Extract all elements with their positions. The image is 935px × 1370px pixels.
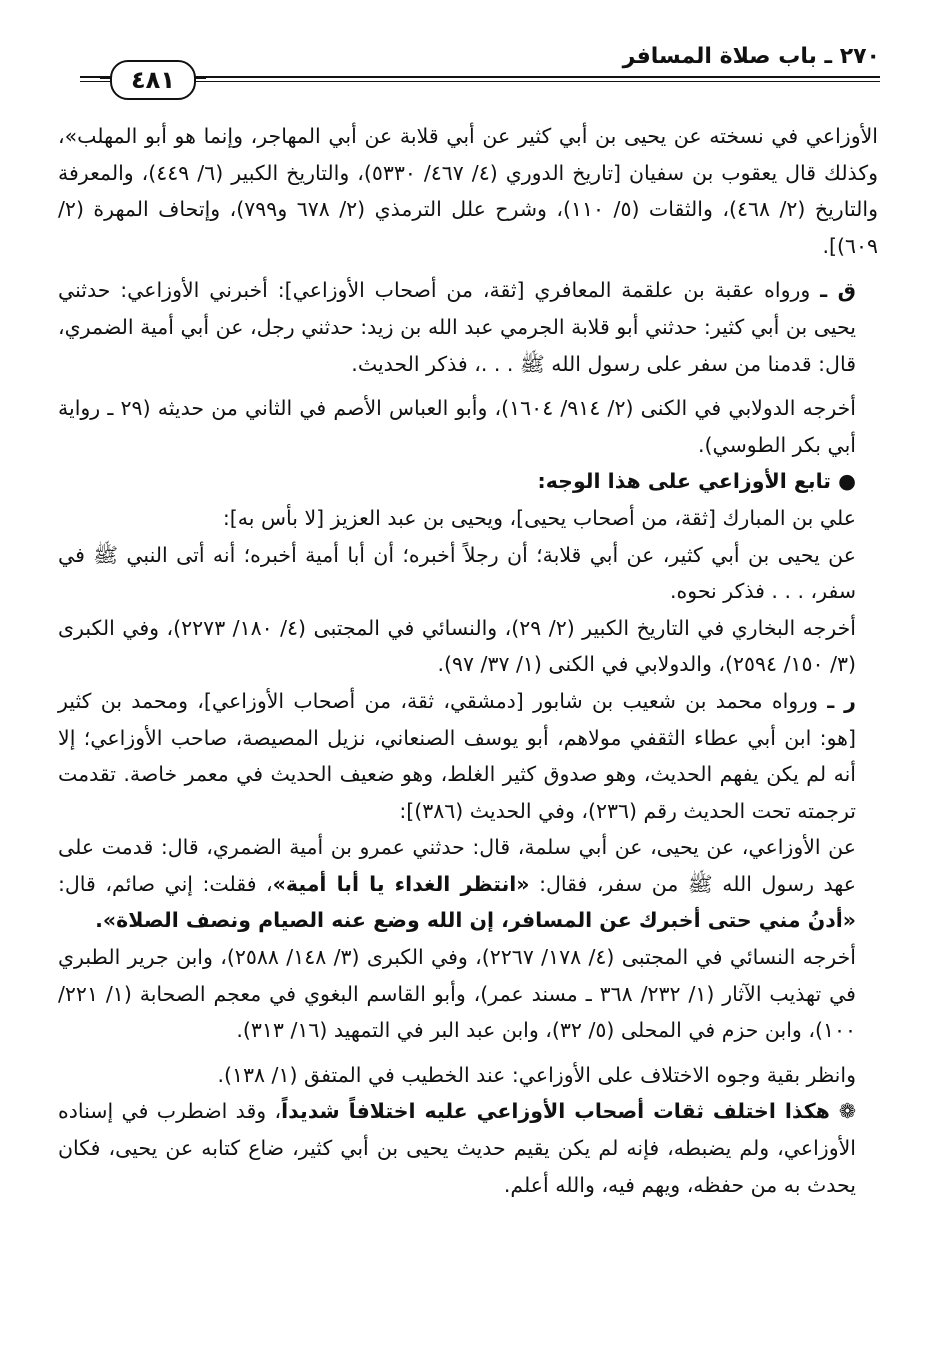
paragraph-text: ورواه محمد بن شعيب بن شابور [دمشقي، ثقة، من أصحاب الأوزاعي]، ومحمد بن كثير [هو: ابن أبي عطاء الثقفي مولاهم، أبو يوسف الصنعاني، نزيل المصيصة، صاحب الأوزاعي؛ إلا أنه لم يكن يفهم الحديث، وهو صدوق كثير الغلط، وهو ضعيف الحديث في معمر خاصة. تقدمت ترجمته تحت الحديث رقم (٢٣٦)، وفي الحديث (٣٨٦)]: <box>58 688 856 823</box>
paragraph-text: ، وقد اضطرب في إسناده الأوزاعي، ولم يضبطه، فإنه لم يكن يقيم حديث يحيى بن أبي كثير، ضاع كتابه عن يحيى، فكان يحدث به من حفظه، ويهم فيه، والله أعلم. <box>58 1099 856 1197</box>
paragraph-text: ، فقلت: إني صائم، قال: <box>58 871 273 896</box>
paragraph: الأوزاعي في نسخته عن يحيى بن أبي كثير عن أبي قلابة عن أبي المهاجر، وإنما هو أبو المهلب»، وكذلك قال يعقوب بن سفيان [تاريخ الدوري (٤/ ٤٦٧/ ٥٣٣٠)، والتاريخ الكبير (٦/ ٤٤٩)، والمعرفة والتاريخ (٢/ ٤٦٨)، والثقات (٥/ ١١٠)، وشرح علل الترمذي (٢/ ٦٧٨ و٧٩٩)، وإتحاف المهرة (٢/ ٦٠٩)]. <box>58 124 878 258</box>
paragraph: وانظر بقية وجوه الاختلاف على الأوزاعي: عند الخطيب في المتفق (١/ ١٣٨). <box>217 1062 856 1087</box>
paragraph: أخرجه النسائي في المجتبى (٤/ ١٧٨/ ٢٢٦٧)، وفي الكبرى (٣/ ١٤٨/ ٢٥٨٨)، وابن جرير الطبري في تهذيب الآثار (١/ ٢٣٢/ ٣٦٨ ـ مسند عمر)، وأبو القاسم البغوي في معجم الصحابة (١/ ٢٢١/ ١٠٠)، وابن حزم في المحلى (٥/ ٣٢)، وابن عبد البر في التمهيد (١٦/ ٣١٣). <box>58 945 856 1043</box>
paragraph <box>58 272 878 382</box>
emphasis-text: ❁ هكذا اختلف ثقات أصحاب الأوزاعي عليه اختلافاً شديداً <box>281 1099 856 1124</box>
hadith-quote: «أدنُ مني حتى أخبرك عن المسافر، إن الله وضع عنه الصيام ونصف الصلاة». <box>95 908 856 933</box>
running-title: ٢٧٠ ـ باب صلاة المسافر <box>622 44 880 69</box>
body-text <box>58 118 878 1203</box>
paragraph: عن يحيى بن أبي كثير، عن أبي قلابة؛ أن رجلاً أخبره؛ أن أبا أمية أخبره؛ أنه أتى النبي ﷺ في سفر، . . . فذكر نحوه. <box>58 542 856 604</box>
paragraph: أخرجه الدولابي في الكنى (٢/ ٩١٤/ ١٦٠٤)، وأبو العباس الأصم في الثاني من حديثه (٢٩ ـ رواية أبي بكر الطوسي). <box>58 396 856 457</box>
page-header <box>80 36 880 96</box>
paragraph <box>58 829 878 939</box>
page-number: ٤٨١ <box>110 60 196 100</box>
paragraph-text: ورواه عقبة بن علقمة المعافري [ثقة، من أصحاب الأوزاعي]: أخبرني الأوزاعي: حدثني يحيى بن أبي كثير: حدثني أبو قلابة الجرمي عبد الله بن زيد: حدثني رجل، عن أبي أمية الضمري، قال: قدمنا من سفر على رسول الله ﷺ . . .، فذكر الحديث. <box>58 278 856 376</box>
paragraph-gap <box>58 382 878 390</box>
section-heading: ● تابع الأوزاعي على هذا الوجه: <box>537 469 856 494</box>
paragraph: أخرجه البخاري في التاريخ الكبير (٢/ ٢٩)، والنسائي في المجتبى (٤/ ١٨٠/ ٢٢٧٣)، وفي الكبرى (٣/ ١٥٠/ ٢٥٩٤)، والدولابي في الكنى (١/ ٣٧/ ٩٧). <box>58 615 856 677</box>
header-rule-thin <box>80 81 880 82</box>
paragraph-lead-letter: ق ـ <box>820 278 856 303</box>
paragraph-lead-letter: ر ـ <box>827 688 856 713</box>
hadith-quote: «انتظر الغداء يا أبا أمية» <box>272 871 530 896</box>
paragraph-gap <box>58 1049 878 1057</box>
paragraph <box>58 1093 878 1203</box>
paragraph <box>58 683 878 829</box>
paragraph-gap <box>58 264 878 272</box>
paragraph-text: عن الأوزاعي، عن يحيى، عن أبي سلمة، قال: حدثني عمرو بن أمية الضمري، قال: قدمت على عهد رسول الله ﷺ من سفر، فقال: <box>58 835 856 896</box>
paragraph: علي بن المبارك [ثقة، من أصحاب يحيى]، ويحيى بن عبد العزيز [لا بأس به]: <box>222 505 856 530</box>
